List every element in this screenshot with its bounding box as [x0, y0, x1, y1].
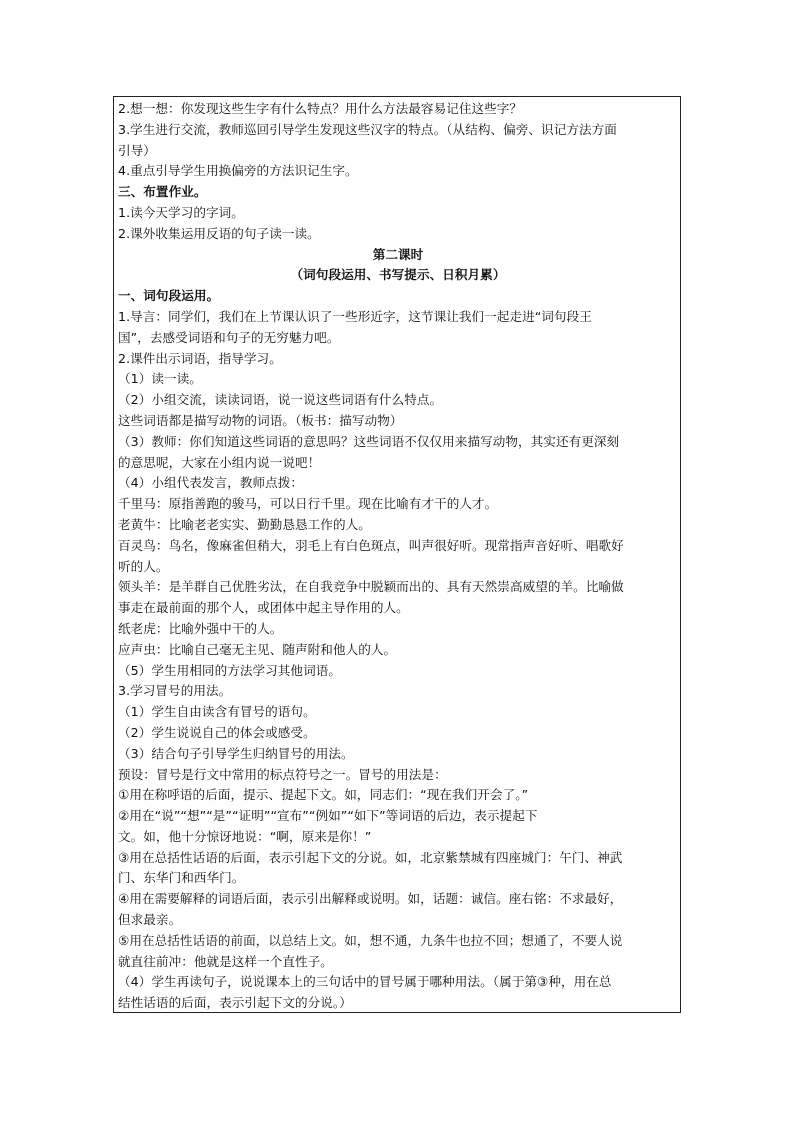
- text-line: 3.学习冒号的用法。: [118, 683, 232, 699]
- text-line: 结性话语的后面，表示引起下文的分说。）: [118, 995, 352, 1011]
- text-line: 门、东华门和西华门。: [118, 870, 245, 886]
- section-heading-line: 三、布置作业。: [118, 184, 207, 200]
- text-line: 领头羊：是羊群自己优胜劣汰，在自我竞争中脱颖而出的、具有天然崇高威望的羊。比喻做: [118, 579, 624, 595]
- text-line: ②用在“说”“想”“是”“证明”“宣布”“例如”“如下”等词语的后边，表示提起下: [118, 808, 538, 824]
- text-line: （3）结合句子引导学生归纳冒号的用法。: [118, 745, 354, 761]
- text-line: ④用在需要解释的词语后面，表示引出解释或说明。如，话题：诚信。座右铭：不求最好，: [118, 891, 623, 907]
- text-line: （4）学生再读句子，说说课本上的三句话中的冒号属于哪种用法。（属于第③种，用在总: [118, 974, 612, 990]
- text-line: 2.想一想：你发现这些生字有什么特点？用什么方法最容易记住这些字？: [118, 101, 523, 116]
- text-line: 百灵鸟：鸟名，像麻雀但稍大，羽毛上有白色斑点，叫声很好听。现常指声音好听、唱歌好: [118, 537, 624, 553]
- lesson-plan-text: [118, 99, 678, 1014]
- text-line: 2.课件出示词语，指导学习。: [118, 350, 282, 366]
- text-line: 预设：冒号是行文中常用的标点符号之一。冒号的用法是：: [118, 766, 447, 782]
- text-line: （1）学生自由读含有冒号的语句。: [118, 704, 316, 720]
- text-line: （5）学生用相同的方法学习其他词语。: [118, 662, 342, 678]
- text-line: （2）小组交流，读读词语，说一说这些词语有什么特点。: [118, 392, 443, 408]
- section-title-line: （词句段运用、书写提示、日积月累）: [290, 267, 506, 283]
- text-line: 老黄牛：比喻老老实实、勤勤恳恳工作的人。: [118, 516, 371, 532]
- text-line: （2）学生说说自己的体会或感受。: [118, 724, 316, 740]
- text-line: 但求最亲。: [118, 912, 182, 928]
- text-line: 3.学生进行交流，教师巡回引导学生发现这些汉字的特点。（从结构、偏旁、识记方法方面: [118, 121, 617, 137]
- text-line: 1.导言：同学们，我们在上节课认识了一些形近字，这节课让我们一起走进“词句段王: [118, 308, 592, 324]
- section-heading-line: 一、词句段运用。: [118, 288, 220, 304]
- text-line: （1）读一读。: [118, 371, 202, 387]
- text-line: 听的人。: [118, 558, 169, 574]
- text-line: 的意思呢，大家在小组内说一说吧！: [118, 454, 321, 470]
- text-line: 事走在最前面的那个人，或团体中起主导作用的人。: [118, 600, 409, 616]
- text-line: 2.课外收集运用反语的句子读一读。: [118, 225, 320, 241]
- section-title-line: 第二课时: [372, 246, 424, 262]
- text-line: ⑤用在总括性话语的前面，以总结上文。如，想不通，九条牛也拉不回；想通了，不要人说: [118, 932, 623, 948]
- text-line: （4）小组代表发言，教师点拨：: [118, 475, 304, 491]
- text-line: ①用在称呼语的后面，提示、提起下文。如，同志们：“现在我们开会了。”: [118, 787, 529, 803]
- text-line: 4.重点引导学生用换偏旁的方法识记生字。: [118, 163, 358, 179]
- text-line: 应声虫：比喻自己毫无主见、随声附和他人的人。: [118, 641, 397, 657]
- text-line: 引导）: [118, 142, 156, 158]
- text-line: （3）教师：你们知道这些词语的意思吗？这些词语不仅仅用来描写动物，其实还有更深刻: [118, 433, 620, 449]
- text-line: 纸老虎：比喻外强中干的人。: [118, 620, 283, 636]
- text-line: 这些词语都是描写动物的词语。（板书：描写动物）: [118, 412, 403, 428]
- text-line: 1.读今天学习的字词。: [118, 204, 244, 220]
- text-line: 文。如，他十分惊讶地说：“啊，原来是你！”: [118, 828, 372, 844]
- text-line: 千里马：原指善跑的骏马，可以日行千里。现在比喻有才干的人才。: [118, 496, 498, 512]
- text-line: 就直往前冲：他就是这样一个直性子。: [118, 953, 333, 969]
- text-line: 国”，去感受词语和句子的无穷魅力吧。: [118, 329, 340, 345]
- text-line: ③用在总括性话语的后面，表示引起下文的分说。如，北京紫禁城有四座城门：午门、神武: [118, 849, 623, 865]
